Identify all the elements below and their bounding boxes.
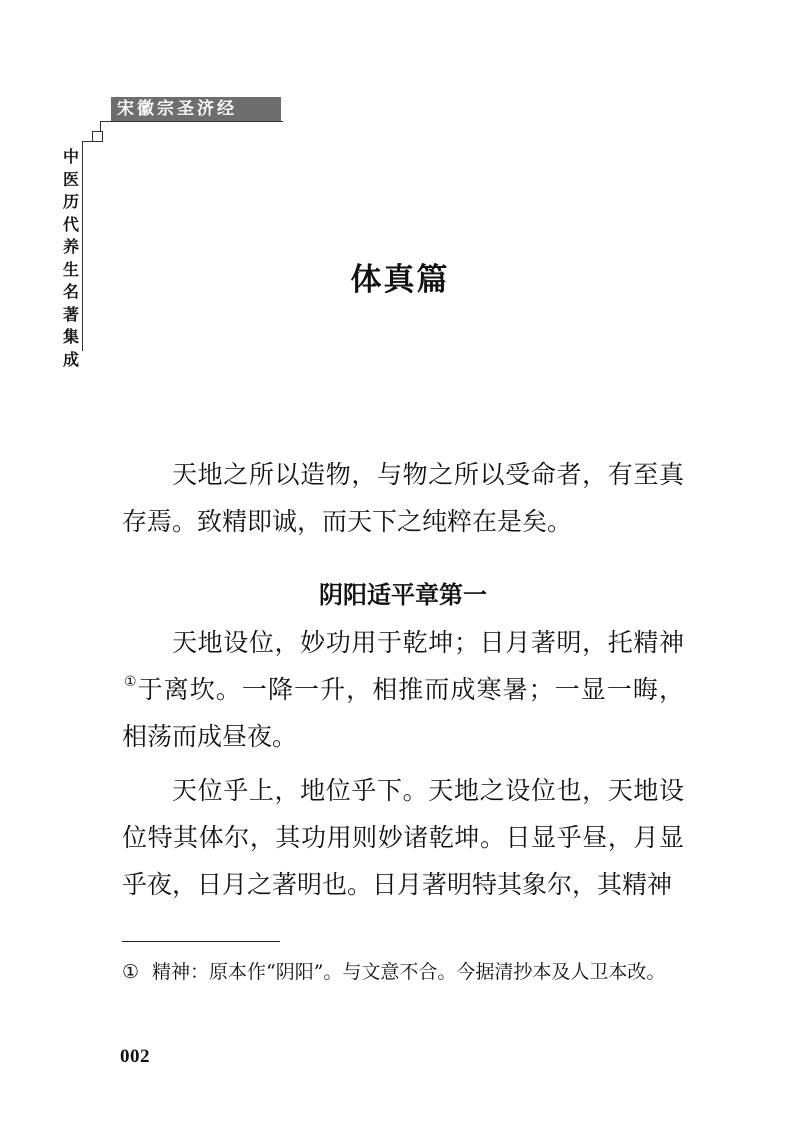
intro-paragraph: 天地之所以造物，与物之所以受命者，有至真存焉。致精即诚，而天下之纯粹在是矣。 [122, 460, 684, 536]
section-heading: 阴阳适平章第一 [319, 581, 487, 609]
footnote-divider [122, 941, 280, 942]
body-text-segment: 于离坎。一降一升，相推而成寒暑；一显一晦，相荡而成昼夜。 [122, 675, 684, 751]
body-text-segment: 天地设位，妙功用于乾坤；日月著明，托精神 [172, 628, 684, 657]
series-title: 中医历代养生名著集成 [62, 147, 79, 369]
header-rule [101, 121, 283, 122]
body-paragraph-1 [122, 619, 684, 760]
chapter-title: 体真篇 [350, 262, 450, 298]
footnote-label: ① [122, 961, 140, 983]
book-title-tab: 宋徽宗圣济经 [111, 97, 281, 121]
corner-ornament [92, 131, 103, 142]
side-rule [82, 141, 83, 351]
body-paragraph-2: 天位乎上，地位乎下。天地之设位也，天地设位特其体尔，其功用则妙诸乾坤。日显乎昼，月显乎夜，日月之著明也。日月著明特其象尔，其精神 [122, 776, 684, 899]
footnote [122, 957, 684, 988]
footnote-reference: ① [124, 674, 138, 690]
footnote-text: 精神：原本作“阴阳”。与文意不合。今据清抄本及人卫本改。 [152, 961, 666, 983]
header-rule-drop [100, 121, 101, 131]
page-number: 002 [120, 1046, 150, 1067]
side-rule-top [82, 141, 93, 142]
